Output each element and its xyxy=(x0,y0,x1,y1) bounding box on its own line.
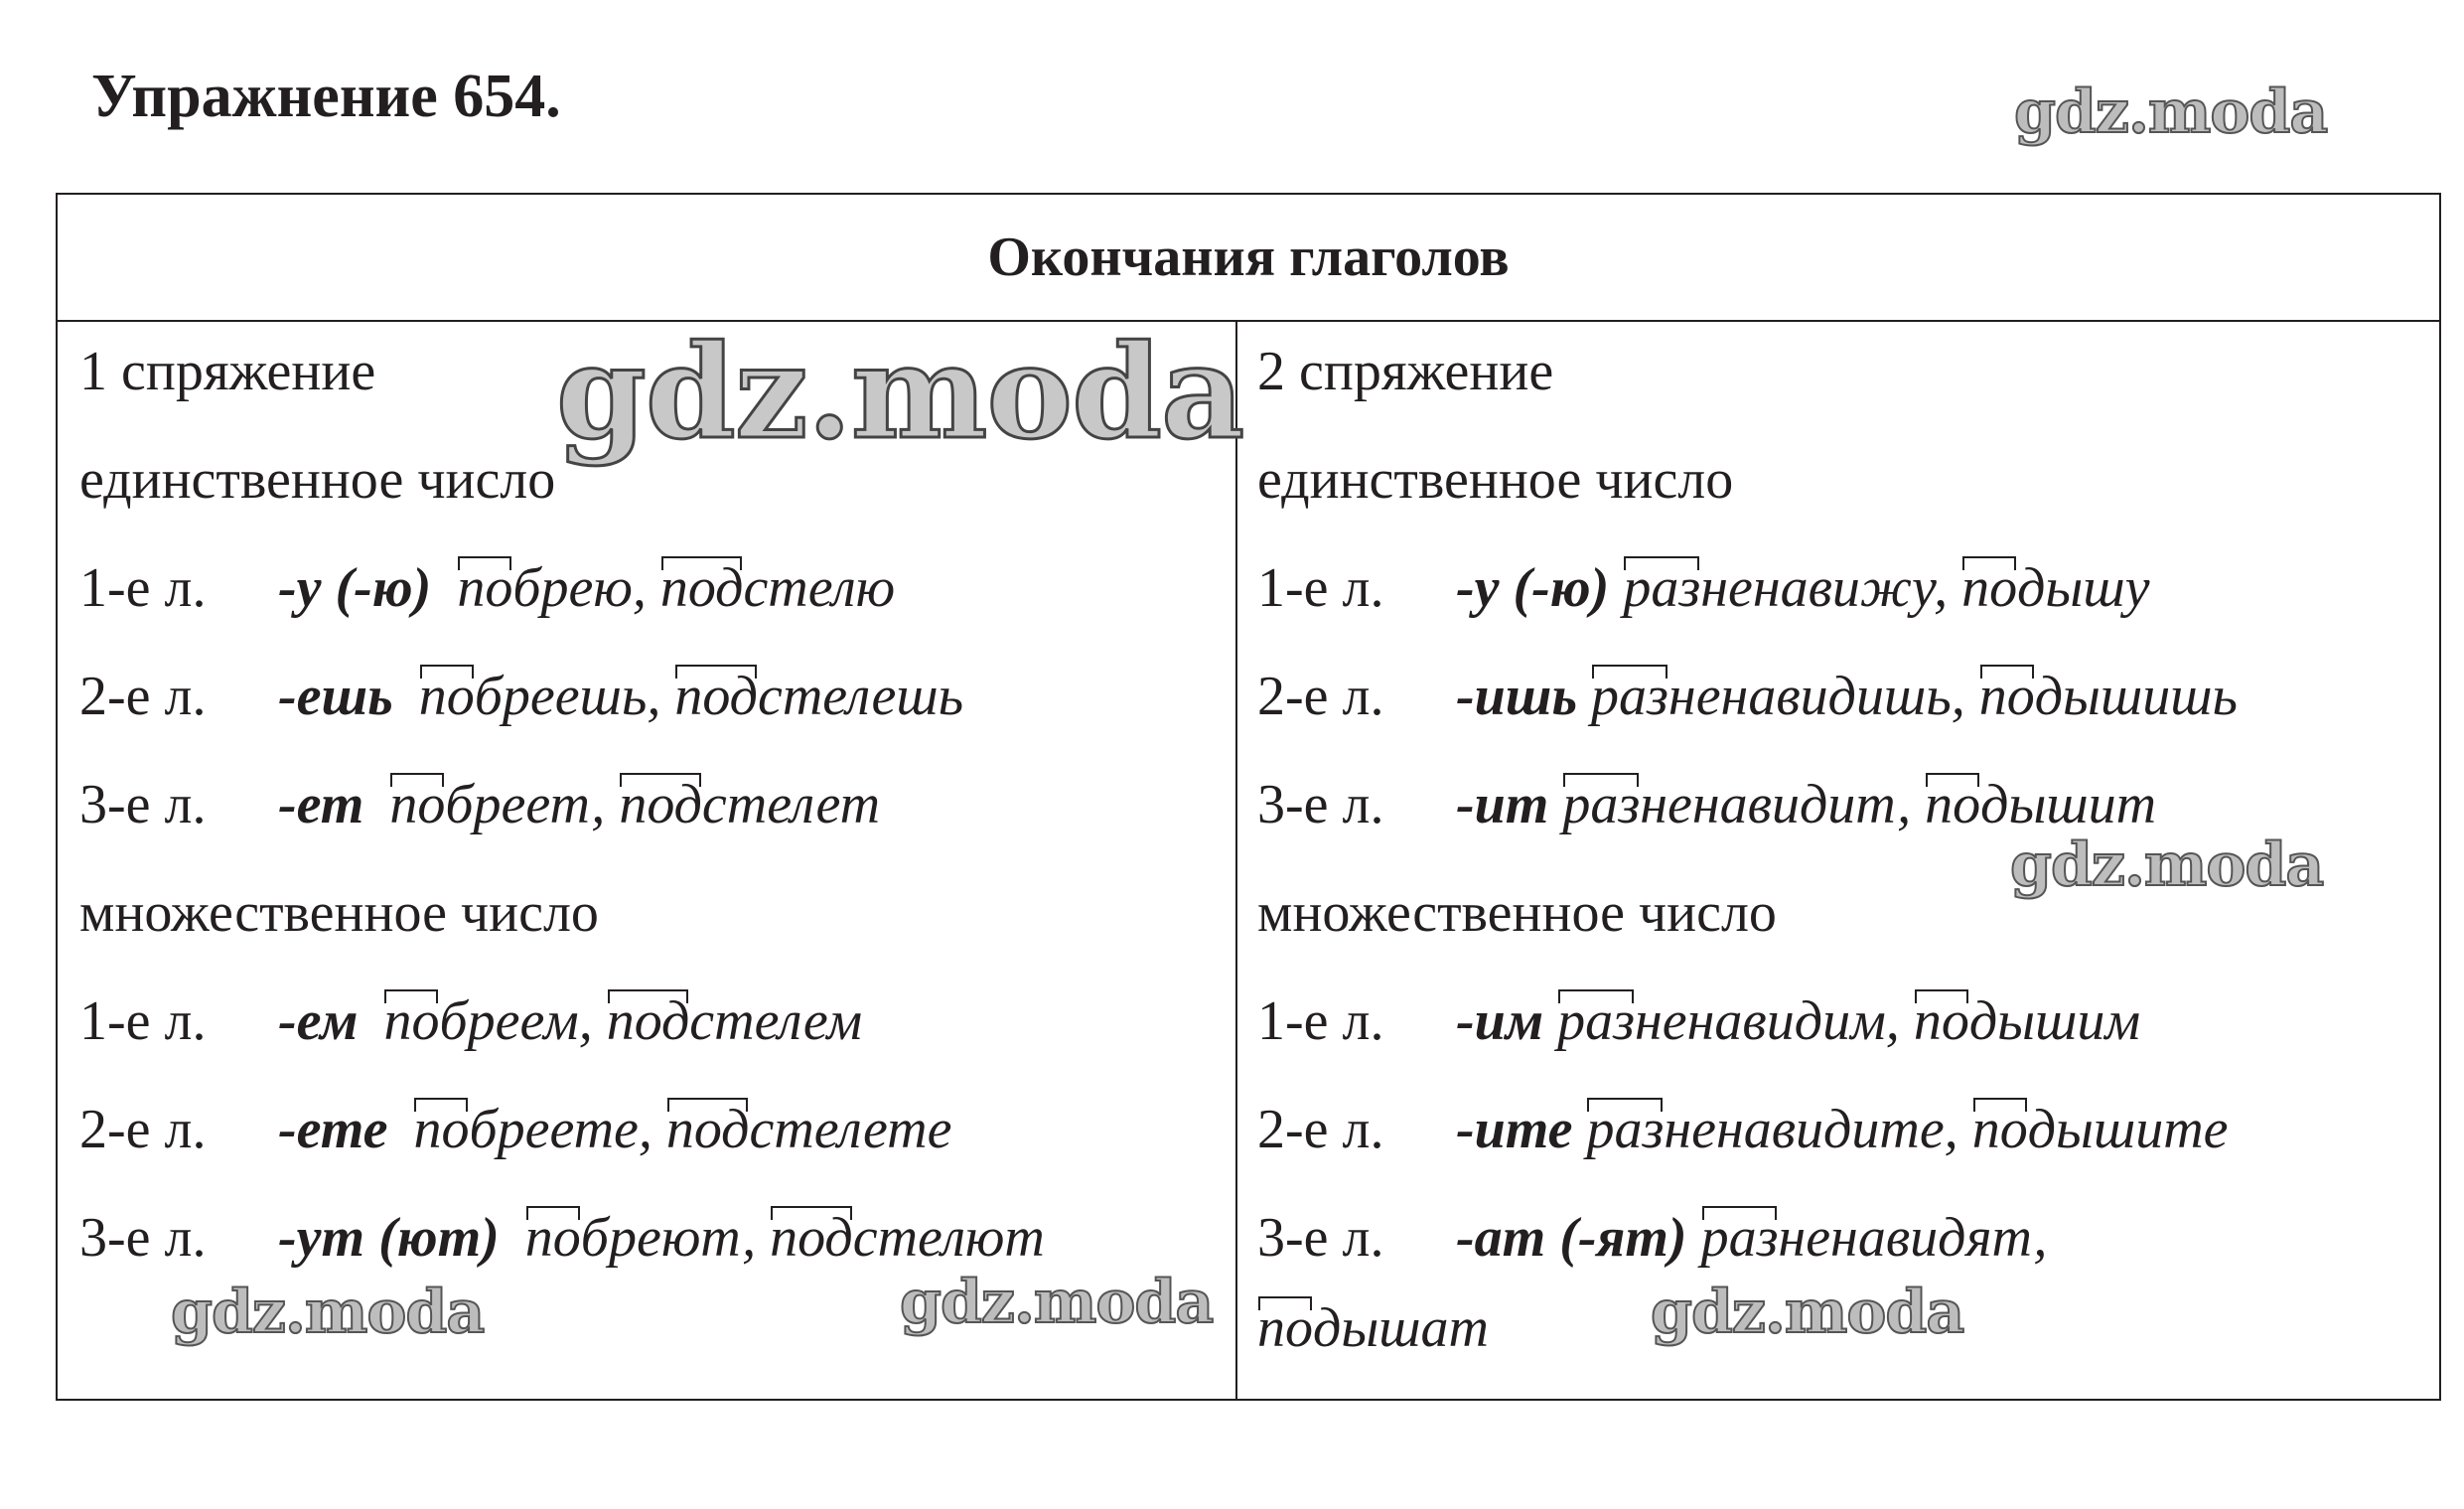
prefix: раз xyxy=(1557,981,1635,1061)
word-rest: бреешь, xyxy=(474,666,661,727)
person-label: 2-е л. xyxy=(79,1099,207,1160)
ending: -ешь xyxy=(278,666,393,727)
plural-label: множественное число xyxy=(79,882,599,944)
singular-label: единственное число xyxy=(1257,449,1734,511)
word-rest: ненавидим, xyxy=(1635,990,1900,1052)
prefix: под xyxy=(770,1198,853,1278)
word-rest: стелю xyxy=(743,557,896,619)
verb-row xyxy=(79,981,862,1061)
person-label: 2-е л. xyxy=(1257,666,1384,727)
word-rest: стелет xyxy=(701,774,881,835)
verb-row xyxy=(1257,1198,2047,1278)
word-rest: дышу xyxy=(2017,557,2150,619)
verb-row xyxy=(1257,1090,2229,1169)
table-header: Окончания глаголов xyxy=(58,195,2439,322)
example xyxy=(1701,1207,2048,1269)
person-label: 3-е л. xyxy=(79,774,207,835)
prefix: под xyxy=(660,548,744,628)
watermark: gdz.moda xyxy=(556,316,1244,468)
prefix: раз xyxy=(1586,1090,1664,1169)
conjugation-label: 1 спряжение xyxy=(79,341,376,402)
person-label: 1-е л. xyxy=(79,557,207,619)
example xyxy=(413,1099,951,1160)
person-label: 3-е л. xyxy=(1257,1207,1384,1269)
column-divider xyxy=(1235,320,1237,1399)
watermark: gdz.moda xyxy=(900,1268,1214,1337)
person-label: 3-е л. xyxy=(79,1207,207,1269)
prefix: под xyxy=(674,657,758,736)
example xyxy=(525,1207,1045,1269)
word-rest: ненавидишь, xyxy=(1667,666,1965,727)
verb-row xyxy=(1257,981,2140,1061)
ending: -ет xyxy=(278,774,364,835)
word-rest: ненавидят, xyxy=(1778,1207,2048,1269)
ending: -у (-ю) xyxy=(1456,557,1610,619)
prefix: под xyxy=(607,981,690,1061)
word-rest: ненавижу, xyxy=(1700,557,1949,619)
example xyxy=(383,990,862,1052)
example xyxy=(1562,774,2156,835)
word-rest: брею, xyxy=(512,557,647,619)
prefix: по xyxy=(1972,1090,2028,1169)
word-rest: бреет, xyxy=(445,774,606,835)
word-rest: дышим xyxy=(1968,990,2141,1052)
example xyxy=(1557,990,2140,1052)
person-label: 1-е л. xyxy=(79,990,207,1052)
exercise-title: Упражнение 654. xyxy=(91,63,561,130)
ending: -ем xyxy=(278,990,359,1052)
word-rest: дышишь xyxy=(2034,666,2239,727)
ending: -ишь xyxy=(1456,666,1578,727)
person-label: 1-е л. xyxy=(1257,990,1384,1052)
word-rest: стелешь xyxy=(757,666,964,727)
verb-row-continuation xyxy=(1257,1288,1489,1368)
prefix: под xyxy=(619,765,702,844)
verb-row xyxy=(1257,548,2149,628)
verb-row xyxy=(79,1198,1045,1278)
word-rest: стелем xyxy=(689,990,863,1052)
verb-row xyxy=(1257,657,2238,736)
verb-row xyxy=(79,765,880,844)
example xyxy=(1591,666,2238,727)
watermark: gdz.moda xyxy=(2010,830,2324,900)
word-rest: бреют, xyxy=(580,1207,757,1269)
plural-label: множественное число xyxy=(1257,882,1777,944)
conjugation-label: 2 спряжение xyxy=(1257,341,1554,402)
watermark: gdz.moda xyxy=(171,1278,485,1347)
prefix: раз xyxy=(1591,657,1668,736)
prefix: по xyxy=(389,765,445,844)
example xyxy=(1586,1099,2228,1160)
person-label: 2-е л. xyxy=(79,666,207,727)
word-rest: дышит xyxy=(1980,774,2157,835)
prefix: раз xyxy=(1623,548,1700,628)
person-label: 1-е л. xyxy=(1257,557,1384,619)
watermark: gdz.moda xyxy=(2014,77,2328,147)
ending: -ете xyxy=(278,1099,388,1160)
example xyxy=(1257,1297,1489,1359)
prefix: по xyxy=(1914,981,1969,1061)
watermark: gdz.moda xyxy=(1651,1278,1964,1347)
endings-table xyxy=(56,193,2441,1401)
prefix: по xyxy=(525,1198,581,1278)
prefix: по xyxy=(1979,657,2035,736)
prefix: под xyxy=(666,1090,750,1169)
example xyxy=(1623,557,2149,619)
prefix: по xyxy=(383,981,439,1061)
prefix: по xyxy=(457,548,512,628)
example xyxy=(457,557,895,619)
word-rest: ненавидите, xyxy=(1664,1099,1958,1160)
ending: -ут (ют) xyxy=(278,1207,500,1269)
person-label: 2-е л. xyxy=(1257,1099,1384,1160)
word-rest: бреем, xyxy=(439,990,593,1052)
prefix: раз xyxy=(1562,765,1640,844)
ending: -у (-ю) xyxy=(278,557,432,619)
ending: -им xyxy=(1456,990,1544,1052)
example xyxy=(389,774,880,835)
word-rest: ненавидит, xyxy=(1640,774,1912,835)
word-rest: стелют xyxy=(852,1207,1045,1269)
example xyxy=(419,666,963,727)
first-conjugation-column xyxy=(79,320,1222,1399)
prefix: раз xyxy=(1701,1198,1779,1278)
word-rest: стелете xyxy=(749,1099,952,1160)
prefix: по xyxy=(1925,765,1980,844)
prefix: по xyxy=(413,1090,469,1169)
person-label: 3-е л. xyxy=(1257,774,1384,835)
singular-label: единственное число xyxy=(79,449,556,511)
prefix: по xyxy=(419,657,475,736)
verb-row xyxy=(79,1090,951,1169)
word-rest: дышат xyxy=(1313,1297,1489,1359)
prefix: по xyxy=(1257,1288,1313,1368)
word-rest: бреете, xyxy=(469,1099,652,1160)
word-rest: дышите xyxy=(2027,1099,2229,1160)
ending: -ит xyxy=(1456,774,1549,835)
prefix: по xyxy=(1961,548,2017,628)
ending: -ат (-ят) xyxy=(1456,1207,1687,1269)
verb-row xyxy=(79,548,895,628)
verb-row xyxy=(79,657,963,736)
ending: -ите xyxy=(1456,1099,1573,1160)
